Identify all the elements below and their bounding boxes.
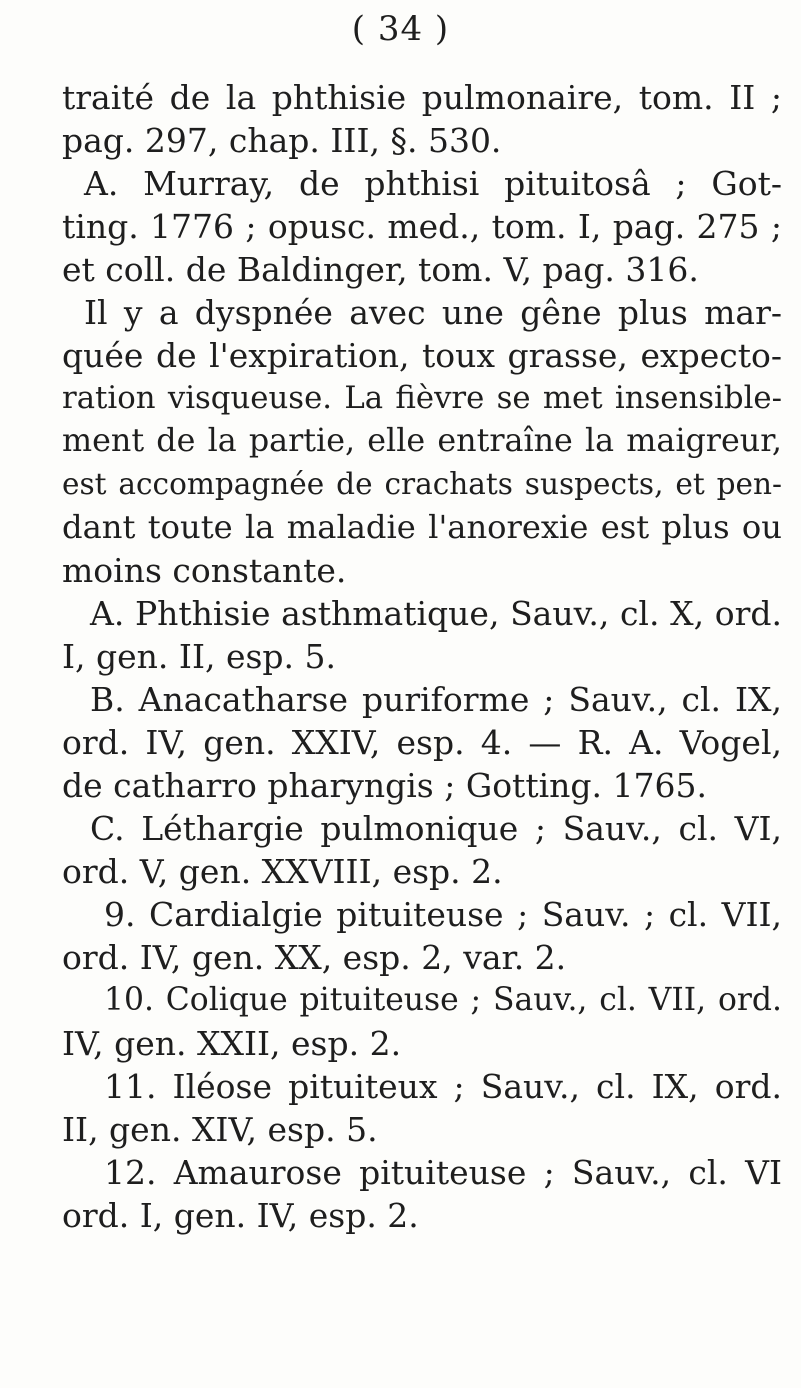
text-line: et coll. de Baldinger, tom. V, pag. 316. xyxy=(62,250,699,289)
body-text xyxy=(62,76,782,1237)
text-line: ord. I, gen. IV, esp. 2. xyxy=(62,1196,419,1235)
text-line: Il y a dyspnée avec une gêne plus mar- xyxy=(84,293,782,332)
text-line: A. Phthisie asthmatique, Sauv., cl. X, ord. xyxy=(90,594,782,633)
text-line: I, gen. II, esp. 5. xyxy=(62,637,337,676)
text-line: quée de l'expiration, toux grasse, expecto- xyxy=(62,336,782,375)
text-line: moins constante. xyxy=(62,551,347,590)
text-line: traité de la phthisie pulmonaire, tom. II ; xyxy=(62,78,782,117)
text-line: ting. 1776 ; opusc. med., tom. I, pag. 275 ; xyxy=(62,207,782,246)
text-line: dant toute la maladie l'anorexie est plus ou xyxy=(62,508,782,546)
text-line: 10. Colique pituiteuse ; Sauv., cl. VII, ord. xyxy=(104,982,782,1018)
text-line: est accompagnée de crachats suspects, et pen- xyxy=(62,467,782,501)
text-line: pag. 297, chap. III, §. 530. xyxy=(62,121,502,160)
text-line: A. Murray, de phthisi pituitosâ ; Got- xyxy=(84,164,782,203)
text-line: 11. Iléose pituiteux ; Sauv., cl. IX, ord. xyxy=(104,1067,782,1106)
text-line: ord. IV, gen. XX, esp. 2, var. 2. xyxy=(62,938,567,977)
text-line: ration visqueuse. La fièvre se met insensible- xyxy=(62,380,782,416)
text-line: de catharro pharyngis ; Gotting. 1765. xyxy=(62,766,707,805)
text-line: B. Anacatharse puriforme ; Sauv., cl. IX, xyxy=(90,680,782,719)
text-line: ord. IV, gen. XXIV, esp. 4. — R. A. Vogel, xyxy=(62,723,782,762)
text-line: II, gen. XIV, esp. 5. xyxy=(62,1110,378,1149)
text-line: 9. Cardialgie pituiteuse ; Sauv. ; cl. VII, xyxy=(104,895,782,934)
text-line: ment de la partie, elle entraîne la maigreur, xyxy=(62,423,782,459)
text-line: IV, gen. XXII, esp. 2. xyxy=(62,1024,402,1063)
text-line: 12. Amaurose pituiteuse ; Sauv., cl. VI xyxy=(104,1153,782,1192)
text-line: C. Léthargie pulmonique ; Sauv., cl. VI, xyxy=(90,809,782,848)
page-number: ( 34 ) xyxy=(351,9,450,49)
text-line: ord. V, gen. XXVIII, esp. 2. xyxy=(62,852,503,891)
